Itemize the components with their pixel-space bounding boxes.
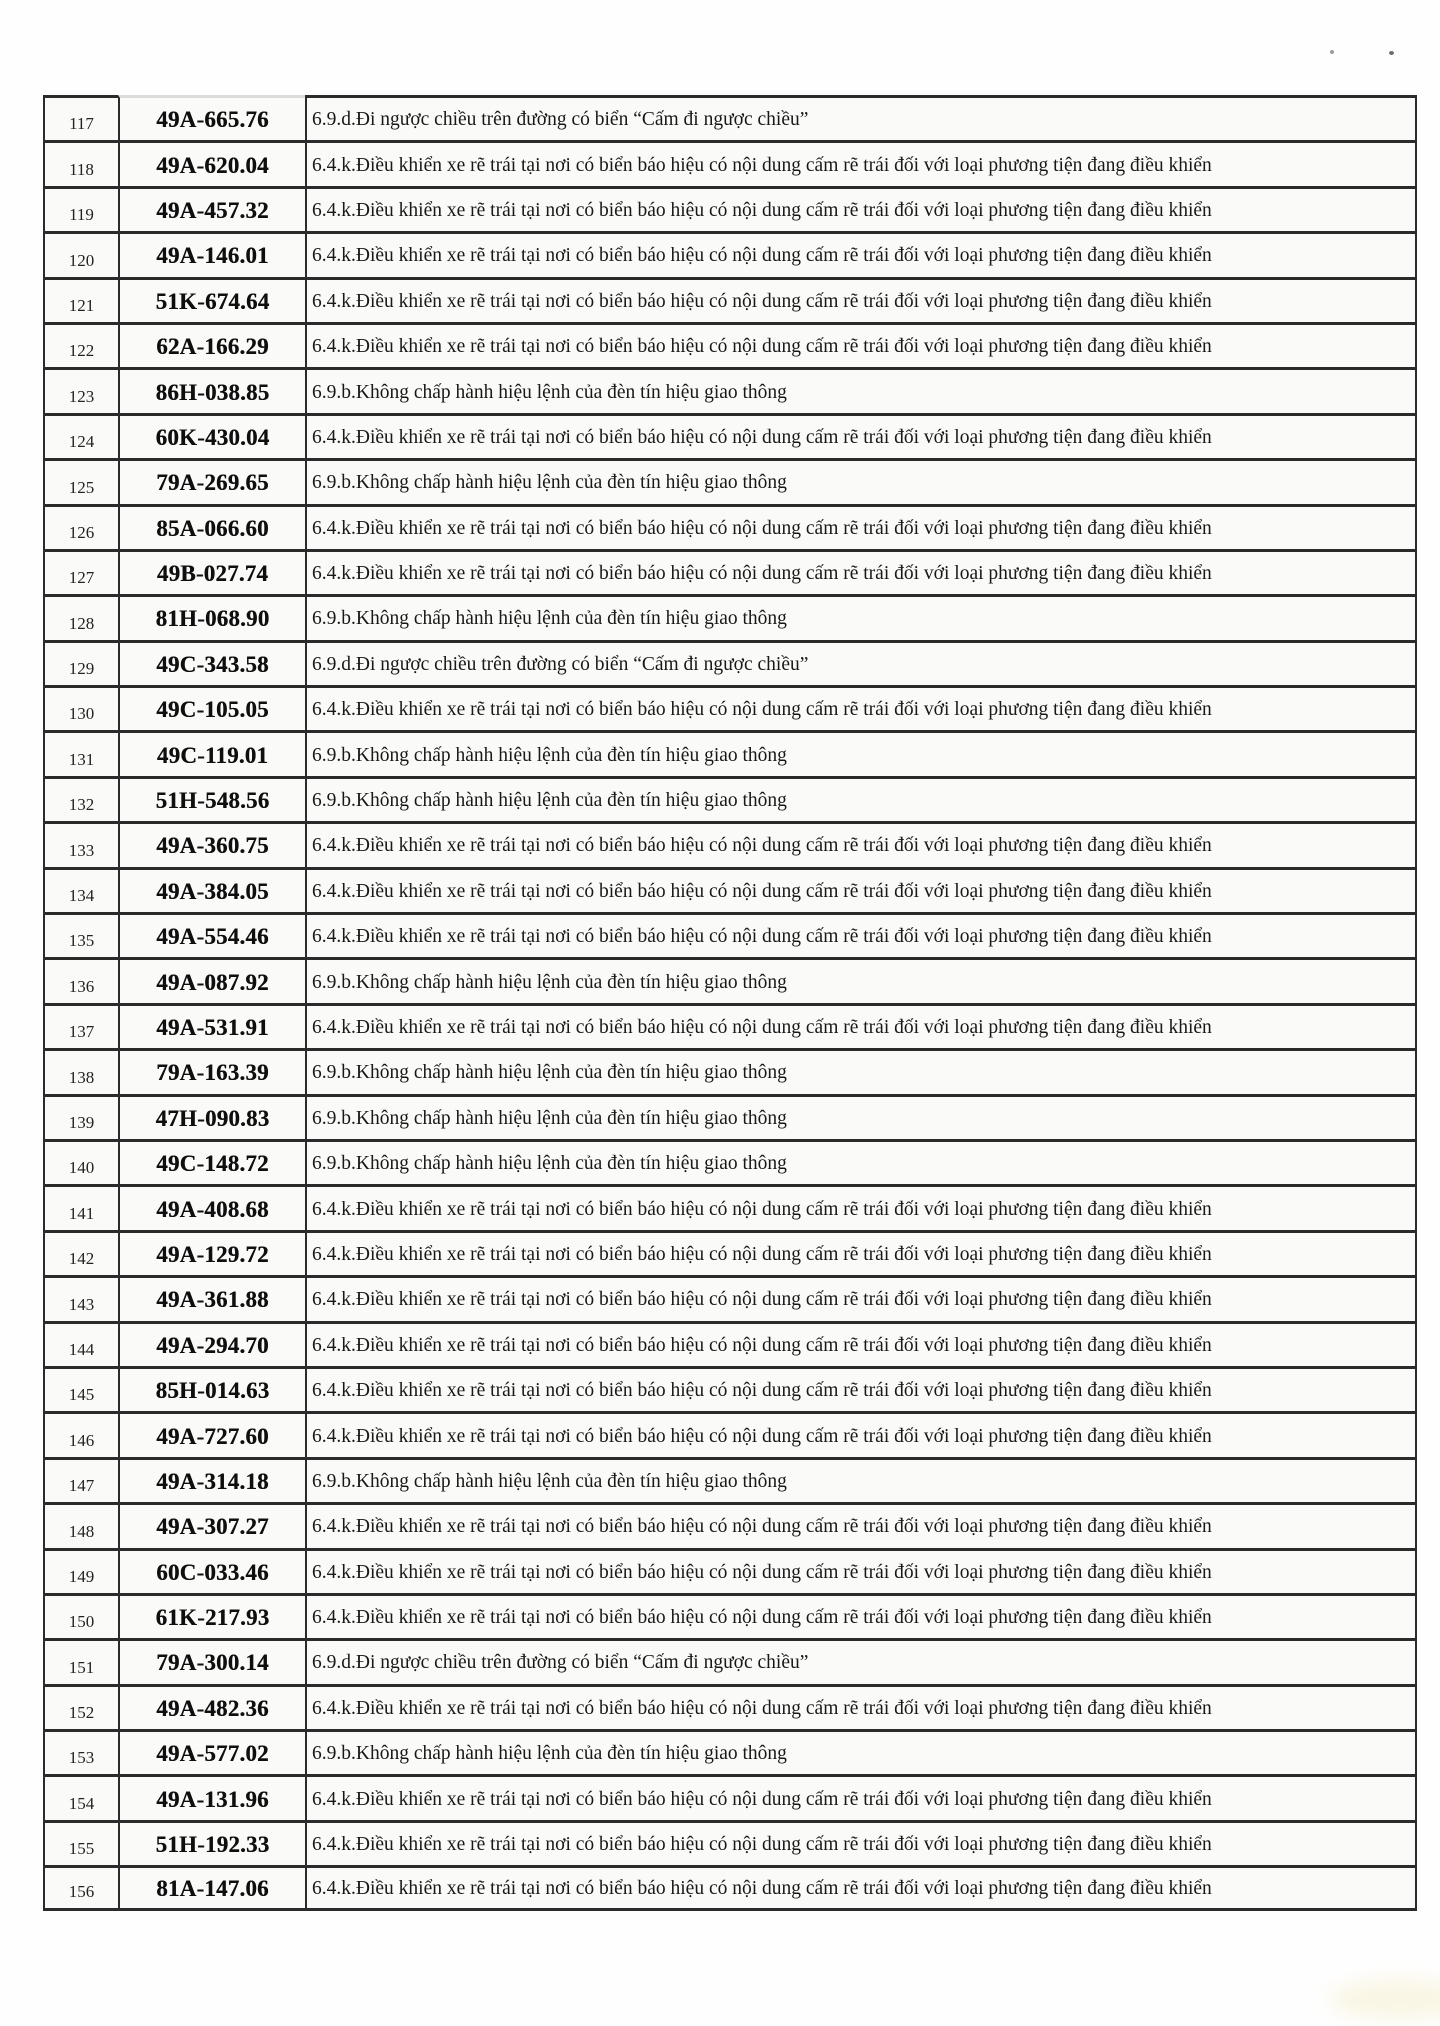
row-number-cell: 135 <box>43 912 118 957</box>
row-number-cell: 154 <box>43 1774 118 1819</box>
row-number-cell: 149 <box>43 1548 118 1593</box>
table-row <box>43 1094 1417 1139</box>
table-row <box>43 730 1417 775</box>
table-row <box>43 594 1417 639</box>
license-plate-cell: 49A-307.27 <box>118 1502 305 1547</box>
violation-cell: 6.4.k.Điều khiển xe rẽ trái tại nơi có biển báo hiệu có nội dung cấm rẽ trái đối với loại phương tiện đang điều khiển <box>305 1275 1417 1320</box>
table-row <box>43 1548 1417 1593</box>
table-row <box>43 1003 1417 1048</box>
violation-cell: 6.4.k.Điều khiển xe rẽ trái tại nơi có biển báo hiệu có nội dung cấm rẽ trái đối với loại phương tiện đang điều khiển <box>305 140 1417 185</box>
license-plate-cell: 49A-531.91 <box>118 1003 305 1048</box>
violation-cell: 6.4.k.Điều khiển xe rẽ trái tại nơi có biển báo hiệu có nội dung cấm rẽ trái đối với loại phương tiện đang điều khiển <box>305 1230 1417 1275</box>
row-number-cell: 136 <box>43 957 118 1002</box>
table-row <box>43 549 1417 594</box>
row-number-cell: 120 <box>43 231 118 276</box>
violation-cell: 6.4.k.Điều khiển xe rẽ trái tại nơi có biển báo hiệu có nội dung cấm rẽ trái đối với loại phương tiện đang điều khiển <box>305 1411 1417 1456</box>
violation-cell: 6.9.b.Không chấp hành hiệu lệnh của đèn tín hiệu giao thông <box>305 1048 1417 1093</box>
table-row <box>43 140 1417 185</box>
table-row <box>43 458 1417 503</box>
license-plate-cell: 61K-217.93 <box>118 1593 305 1638</box>
license-plate-cell: 49C-119.01 <box>118 730 305 775</box>
table-row <box>43 640 1417 685</box>
row-number-cell: 125 <box>43 458 118 503</box>
violation-cell: 6.9.d.Đi ngược chiều trên đường có biển “Cấm đi ngược chiều” <box>305 95 1417 140</box>
row-number-cell: 151 <box>43 1638 118 1683</box>
table-row <box>43 1638 1417 1683</box>
license-plate-cell: 49B-027.74 <box>118 549 305 594</box>
scan-speck <box>1389 51 1394 55</box>
license-plate-cell: 49A-554.46 <box>118 912 305 957</box>
row-number-cell: 150 <box>43 1593 118 1638</box>
violation-cell: 6.4.k.Điều khiển xe rẽ trái tại nơi có biển báo hiệu có nội dung cấm rẽ trái đối với loại phương tiện đang điều khiển <box>305 549 1417 594</box>
violation-cell: 6.9.b.Không chấp hành hiệu lệnh của đèn tín hiệu giao thông <box>305 1729 1417 1774</box>
violation-cell: 6.9.b.Không chấp hành hiệu lệnh của đèn tín hiệu giao thông <box>305 1457 1417 1502</box>
license-plate-cell: 51K-674.64 <box>118 277 305 322</box>
license-plate-cell: 49A-294.70 <box>118 1321 305 1366</box>
violation-cell: 6.4.k.Điều khiển xe rẽ trái tại nơi có biển báo hiệu có nội dung cấm rẽ trái đối với loại phương tiện đang điều khiển <box>305 1774 1417 1819</box>
row-number-cell: 145 <box>43 1366 118 1411</box>
violations-table-body <box>43 95 1417 1911</box>
violation-cell: 6.4.k.Điều khiển xe rẽ trái tại nơi có biển báo hiệu có nội dung cấm rẽ trái đối với loại phương tiện đang điều khiển <box>305 867 1417 912</box>
table-row <box>43 957 1417 1002</box>
violation-cell: 6.9.d.Đi ngược chiều trên đường có biển “Cấm đi ngược chiều” <box>305 640 1417 685</box>
row-number-cell: 142 <box>43 1230 118 1275</box>
license-plate-cell: 49A-620.04 <box>118 140 305 185</box>
license-plate-cell: 49A-457.32 <box>118 186 305 231</box>
table-row <box>43 322 1417 367</box>
violation-cell: 6.4.k.Điều khiển xe rẽ trái tại nơi có biển báo hiệu có nội dung cấm rẽ trái đối với loại phương tiện đang điều khiển <box>305 322 1417 367</box>
table-row <box>43 1139 1417 1184</box>
license-plate-cell: 49C-343.58 <box>118 640 305 685</box>
table-row <box>43 277 1417 322</box>
table-row <box>43 1366 1417 1411</box>
license-plate-cell: 49A-131.96 <box>118 1774 305 1819</box>
row-number-cell: 134 <box>43 867 118 912</box>
row-number-cell: 156 <box>43 1865 118 1910</box>
violation-cell: 6.4.k.Điều khiển xe rẽ trái tại nơi có biển báo hiệu có nội dung cấm rẽ trái đối với loại phương tiện đang điều khiển <box>305 821 1417 866</box>
table-row <box>43 1820 1417 1865</box>
table-row <box>43 1684 1417 1729</box>
row-number-cell: 131 <box>43 730 118 775</box>
scan-speck <box>1330 50 1334 54</box>
violation-cell: 6.4.k.Điều khiển xe rẽ trái tại nơi có biển báo hiệu có nội dung cấm rẽ trái đối với loại phương tiện đang điều khiển <box>305 413 1417 458</box>
violation-cell: 6.9.b.Không chấp hành hiệu lệnh của đèn tín hiệu giao thông <box>305 730 1417 775</box>
license-plate-cell: 60K-430.04 <box>118 413 305 458</box>
violation-cell: 6.9.b.Không chấp hành hiệu lệnh của đèn tín hiệu giao thông <box>305 367 1417 412</box>
row-number-cell: 117 <box>43 95 118 140</box>
table-row <box>43 1502 1417 1547</box>
row-number-cell: 144 <box>43 1321 118 1366</box>
violation-cell: 6.4.k.Điều khiển xe rẽ trái tại nơi có biển báo hiệu có nội dung cấm rẽ trái đối với loại phương tiện đang điều khiển <box>305 1184 1417 1229</box>
row-number-cell: 147 <box>43 1457 118 1502</box>
license-plate-cell: 49A-665.76 <box>118 95 305 140</box>
row-number-cell: 140 <box>43 1139 118 1184</box>
violations-table-wrap <box>43 95 1417 1911</box>
license-plate-cell: 49A-384.05 <box>118 867 305 912</box>
table-row <box>43 1774 1417 1819</box>
license-plate-cell: 81H-068.90 <box>118 594 305 639</box>
license-plate-cell: 49A-361.88 <box>118 1275 305 1320</box>
license-plate-cell: 49A-360.75 <box>118 821 305 866</box>
license-plate-cell: 86H-038.85 <box>118 367 305 412</box>
table-row <box>43 1411 1417 1456</box>
row-number-cell: 146 <box>43 1411 118 1456</box>
table-row <box>43 231 1417 276</box>
row-number-cell: 137 <box>43 1003 118 1048</box>
table-row <box>43 1048 1417 1093</box>
license-plate-cell: 60C-033.46 <box>118 1548 305 1593</box>
row-number-cell: 121 <box>43 277 118 322</box>
license-plate-cell: 51H-548.56 <box>118 776 305 821</box>
table-row <box>43 1275 1417 1320</box>
violation-cell: 6.4.k.Điều khiển xe rẽ trái tại nơi có biển báo hiệu có nội dung cấm rẽ trái đối với loại phương tiện đang điều khiển <box>305 1865 1417 1910</box>
scan-smudge <box>1330 1978 1440 2020</box>
table-row <box>43 776 1417 821</box>
violation-cell: 6.9.b.Không chấp hành hiệu lệnh của đèn tín hiệu giao thông <box>305 458 1417 503</box>
license-plate-cell: 79A-163.39 <box>118 1048 305 1093</box>
violation-cell: 6.4.k.Điều khiển xe rẽ trái tại nơi có biển báo hiệu có nội dung cấm rẽ trái đối với loại phương tiện đang điều khiển <box>305 231 1417 276</box>
table-row <box>43 367 1417 412</box>
violation-cell: 6.4.k.Điều khiển xe rẽ trái tại nơi có biển báo hiệu có nội dung cấm rẽ trái đối với loại phương tiện đang điều khiển <box>305 1684 1417 1729</box>
license-plate-cell: 49A-577.02 <box>118 1729 305 1774</box>
row-number-cell: 155 <box>43 1820 118 1865</box>
row-number-cell: 153 <box>43 1729 118 1774</box>
table-row <box>43 867 1417 912</box>
violation-cell: 6.9.d.Đi ngược chiều trên đường có biển “Cấm đi ngược chiều” <box>305 1638 1417 1683</box>
violation-cell: 6.9.b.Không chấp hành hiệu lệnh của đèn tín hiệu giao thông <box>305 776 1417 821</box>
license-plate-cell: 49A-314.18 <box>118 1457 305 1502</box>
row-number-cell: 148 <box>43 1502 118 1547</box>
table-row <box>43 504 1417 549</box>
row-number-cell: 129 <box>43 640 118 685</box>
violation-cell: 6.9.b.Không chấp hành hiệu lệnh của đèn tín hiệu giao thông <box>305 1139 1417 1184</box>
table-row <box>43 685 1417 730</box>
violation-cell: 6.4.k.Điều khiển xe rẽ trái tại nơi có biển báo hiệu có nội dung cấm rẽ trái đối với loại phương tiện đang điều khiển <box>305 1321 1417 1366</box>
row-number-cell: 141 <box>43 1184 118 1229</box>
violation-cell: 6.4.k.Điều khiển xe rẽ trái tại nơi có biển báo hiệu có nội dung cấm rẽ trái đối với loại phương tiện đang điều khiển <box>305 504 1417 549</box>
violation-cell: 6.4.k.Điều khiển xe rẽ trái tại nơi có biển báo hiệu có nội dung cấm rẽ trái đối với loại phương tiện đang điều khiển <box>305 1502 1417 1547</box>
row-number-cell: 132 <box>43 776 118 821</box>
row-number-cell: 119 <box>43 186 118 231</box>
table-row <box>43 413 1417 458</box>
row-number-cell: 152 <box>43 1684 118 1729</box>
table-row <box>43 1321 1417 1366</box>
table-row <box>43 95 1417 140</box>
license-plate-cell: 49A-129.72 <box>118 1230 305 1275</box>
row-number-cell: 118 <box>43 140 118 185</box>
license-plate-cell: 49A-727.60 <box>118 1411 305 1456</box>
row-number-cell: 139 <box>43 1094 118 1139</box>
table-row <box>43 1729 1417 1774</box>
row-number-cell: 133 <box>43 821 118 866</box>
table-row <box>43 1457 1417 1502</box>
table-row <box>43 1184 1417 1229</box>
table-row <box>43 912 1417 957</box>
table-row <box>43 821 1417 866</box>
violation-cell: 6.4.k.Điều khiển xe rẽ trái tại nơi có biển báo hiệu có nội dung cấm rẽ trái đối với loại phương tiện đang điều khiển <box>305 1548 1417 1593</box>
violation-cell: 6.4.k.Điều khiển xe rẽ trái tại nơi có biển báo hiệu có nội dung cấm rẽ trái đối với loại phương tiện đang điều khiển <box>305 912 1417 957</box>
table-row <box>43 1593 1417 1638</box>
row-number-cell: 130 <box>43 685 118 730</box>
row-number-cell: 123 <box>43 367 118 412</box>
violation-cell: 6.9.b.Không chấp hành hiệu lệnh của đèn tín hiệu giao thông <box>305 1094 1417 1139</box>
license-plate-cell: 49A-408.68 <box>118 1184 305 1229</box>
row-number-cell: 138 <box>43 1048 118 1093</box>
violations-table <box>43 95 1417 1911</box>
violation-cell: 6.9.b.Không chấp hành hiệu lệnh của đèn tín hiệu giao thông <box>305 957 1417 1002</box>
violation-cell: 6.4.k.Điều khiển xe rẽ trái tại nơi có biển báo hiệu có nội dung cấm rẽ trái đối với loại phương tiện đang điều khiển <box>305 685 1417 730</box>
license-plate-cell: 79A-300.14 <box>118 1638 305 1683</box>
license-plate-cell: 85H-014.63 <box>118 1366 305 1411</box>
row-number-cell: 124 <box>43 413 118 458</box>
license-plate-cell: 49A-146.01 <box>118 231 305 276</box>
license-plate-cell: 49A-087.92 <box>118 957 305 1002</box>
license-plate-cell: 49C-148.72 <box>118 1139 305 1184</box>
row-number-cell: 128 <box>43 594 118 639</box>
violation-cell: 6.4.k.Điều khiển xe rẽ trái tại nơi có biển báo hiệu có nội dung cấm rẽ trái đối với loại phương tiện đang điều khiển <box>305 186 1417 231</box>
license-plate-cell: 47H-090.83 <box>118 1094 305 1139</box>
row-number-cell: 127 <box>43 549 118 594</box>
row-number-cell: 122 <box>43 322 118 367</box>
license-plate-cell: 85A-066.60 <box>118 504 305 549</box>
license-plate-cell: 49C-105.05 <box>118 685 305 730</box>
violation-cell: 6.4.k.Điều khiển xe rẽ trái tại nơi có biển báo hiệu có nội dung cấm rẽ trái đối với loại phương tiện đang điều khiển <box>305 1820 1417 1865</box>
license-plate-cell: 81A-147.06 <box>118 1865 305 1910</box>
table-row <box>43 1865 1417 1910</box>
license-plate-cell: 79A-269.65 <box>118 458 305 503</box>
row-number-cell: 143 <box>43 1275 118 1320</box>
violation-cell: 6.4.k.Điều khiển xe rẽ trái tại nơi có biển báo hiệu có nội dung cấm rẽ trái đối với loại phương tiện đang điều khiển <box>305 1003 1417 1048</box>
row-number-cell: 126 <box>43 504 118 549</box>
license-plate-cell: 49A-482.36 <box>118 1684 305 1729</box>
violation-cell: 6.4.k.Điều khiển xe rẽ trái tại nơi có biển báo hiệu có nội dung cấm rẽ trái đối với loại phương tiện đang điều khiển <box>305 277 1417 322</box>
license-plate-cell: 62A-166.29 <box>118 322 305 367</box>
table-row <box>43 1230 1417 1275</box>
license-plate-cell: 51H-192.33 <box>118 1820 305 1865</box>
violation-cell: 6.4.k.Điều khiển xe rẽ trái tại nơi có biển báo hiệu có nội dung cấm rẽ trái đối với loại phương tiện đang điều khiển <box>305 1366 1417 1411</box>
violation-cell: 6.9.b.Không chấp hành hiệu lệnh của đèn tín hiệu giao thông <box>305 594 1417 639</box>
table-row <box>43 186 1417 231</box>
violation-cell: 6.4.k.Điều khiển xe rẽ trái tại nơi có biển báo hiệu có nội dung cấm rẽ trái đối với loại phương tiện đang điều khiển <box>305 1593 1417 1638</box>
